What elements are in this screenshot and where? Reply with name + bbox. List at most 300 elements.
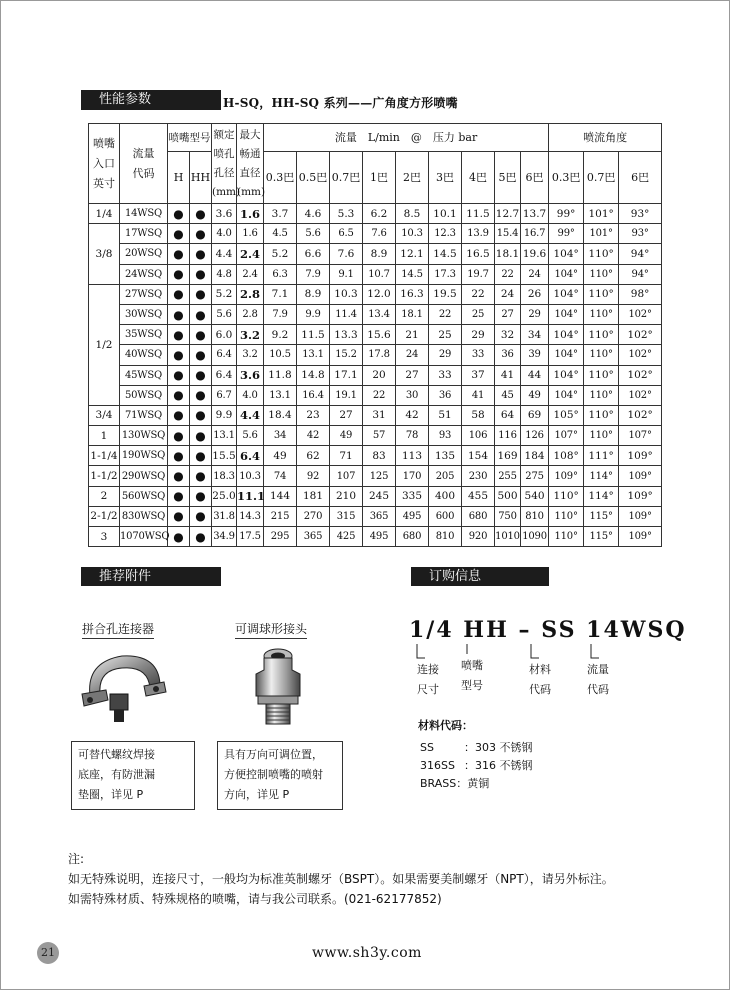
cell-flow: 57 [363, 426, 396, 446]
cell-flow: 62 [297, 446, 330, 466]
cell-flow: 26 [521, 284, 549, 304]
cell-flow: 16.7 [521, 224, 549, 244]
cell-flow: 58 [462, 405, 495, 425]
cell-flow: 169 [495, 446, 521, 466]
cell-flow: 5.6 [297, 224, 330, 244]
cell-flow: 19.6 [521, 244, 549, 264]
cell-angle: 110° [584, 405, 619, 425]
table-row [89, 426, 662, 446]
cell-angle: 110° [584, 345, 619, 365]
cell-flow: 215 [264, 506, 297, 526]
cell-flow: 16.4 [297, 385, 330, 405]
cell-flow: 31 [363, 405, 396, 425]
cell-orifice: 6.7 [212, 385, 237, 405]
cell-flow: 19.1 [330, 385, 363, 405]
cell-flow: 24 [521, 264, 549, 284]
cell-angle: 104° [549, 244, 584, 264]
cell-flow: 25 [429, 325, 462, 345]
header-pressure: 6巴 [521, 152, 549, 204]
cell-code: 50WSQ [120, 385, 168, 405]
cell-flow: 33 [462, 345, 495, 365]
cell-code: 560WSQ [120, 486, 168, 506]
cell-passage: 2.4 [237, 244, 264, 264]
cell-flow: 24 [495, 284, 521, 304]
cell-flow: 8.9 [363, 244, 396, 264]
notes-title: 注: [68, 852, 85, 866]
cell-flow: 34 [264, 426, 297, 446]
material-row: 316SS ：316 不锈钢 [420, 759, 533, 772]
cell-flow: 13.7 [521, 204, 549, 224]
cell-flow: 8.5 [396, 204, 429, 224]
cell-type-h: ● [168, 244, 190, 264]
cell-type-h: ● [168, 284, 190, 304]
cell-flow: 32 [495, 325, 521, 345]
cell-type-h: ● [168, 405, 190, 425]
cell-flow: 13.1 [297, 345, 330, 365]
table-row [89, 325, 662, 345]
cell-flow: 37 [462, 365, 495, 385]
header-pressure: 0.5巴 [297, 152, 330, 204]
cell-code: 20WSQ [120, 244, 168, 264]
cell-flow: 400 [429, 486, 462, 506]
header-type-hh: HH [190, 152, 212, 204]
cell-passage: 1.6 [237, 224, 264, 244]
cell-flow: 51 [429, 405, 462, 425]
cell-flow: 8.9 [297, 284, 330, 304]
cell-flow: 295 [264, 527, 297, 547]
order-part-material: 材料 代码 [529, 663, 551, 696]
order-code-leader-lines [405, 640, 625, 662]
cell-type-h: ● [168, 204, 190, 224]
material-row: SS ：303 不锈钢 [420, 741, 533, 754]
cell-flow: 13.1 [264, 385, 297, 405]
cell-angle: 104° [549, 345, 584, 365]
cell-flow: 154 [462, 446, 495, 466]
table-row [89, 486, 662, 506]
cell-type-h: ● [168, 486, 190, 506]
header-type-h: H [168, 152, 190, 204]
cell-size: 1 [89, 426, 120, 446]
cell-angle: 93° [619, 224, 662, 244]
header-pressure: 1巴 [363, 152, 396, 204]
cell-type-h: ● [168, 446, 190, 466]
cell-type-h: ● [168, 304, 190, 324]
cell-flow: 255 [495, 466, 521, 486]
cell-flow: 69 [521, 405, 549, 425]
cell-flow: 750 [495, 506, 521, 526]
cell-size: 1-1/2 [89, 466, 120, 486]
header-angle: 喷流角度 [549, 124, 662, 152]
cell-type-h: ● [168, 224, 190, 244]
cell-size: 1-1/4 [89, 446, 120, 466]
cell-size: 3/4 [89, 405, 120, 425]
cell-type-h: ● [168, 345, 190, 365]
cell-flow: 36 [495, 345, 521, 365]
cell-angle: 109° [619, 466, 662, 486]
order-part-flow: 流量 代码 [587, 663, 609, 696]
cell-angle: 101° [584, 224, 619, 244]
cell-flow: 6.2 [363, 204, 396, 224]
cell-passage: 4.0 [237, 385, 264, 405]
ball-joint-image [248, 644, 308, 730]
header-flow: 流量 L/min @ 压力 bar [264, 124, 549, 152]
cell-flow: 45 [495, 385, 521, 405]
cell-type-h: ● [168, 506, 190, 526]
cell-passage: 10.3 [237, 466, 264, 486]
cell-passage: 3.6 [237, 365, 264, 385]
cell-type-h: ● [168, 527, 190, 547]
cell-flow: 16.3 [396, 284, 429, 304]
cell-flow: 4.5 [264, 224, 297, 244]
cell-type-hh: ● [190, 284, 212, 304]
cell-angle: 104° [549, 365, 584, 385]
cell-type-h: ● [168, 264, 190, 284]
cell-size: 1/2 [89, 284, 120, 405]
cell-type-hh: ● [190, 365, 212, 385]
cell-angle: 110° [584, 365, 619, 385]
cell-flow: 10.3 [396, 224, 429, 244]
cell-type-hh: ● [190, 385, 212, 405]
cell-flow: 30 [396, 385, 429, 405]
cell-angle: 104° [549, 284, 584, 304]
cell-flow: 7.6 [363, 224, 396, 244]
section-header-ordering [411, 567, 549, 586]
cell-flow: 6.6 [297, 244, 330, 264]
cell-angle: 110° [584, 426, 619, 446]
cell-flow: 335 [396, 486, 429, 506]
table-row [89, 405, 662, 425]
cell-flow: 14.5 [396, 264, 429, 284]
cell-passage: 6.4 [237, 446, 264, 466]
cell-flow: 455 [462, 486, 495, 506]
cell-passage: 17.5 [237, 527, 264, 547]
cell-passage: 14.3 [237, 506, 264, 526]
table-row [89, 345, 662, 365]
cell-type-h: ● [168, 426, 190, 446]
table-row [89, 224, 662, 244]
cell-angle: 110° [549, 486, 584, 506]
cell-flow: 92 [297, 466, 330, 486]
cell-angle: 110° [584, 304, 619, 324]
cell-flow: 810 [521, 506, 549, 526]
table-row [89, 304, 662, 324]
cell-type-hh: ● [190, 405, 212, 425]
cell-flow: 15.4 [495, 224, 521, 244]
cell-flow: 41 [462, 385, 495, 405]
cell-flow: 365 [297, 527, 330, 547]
cell-flow: 7.9 [264, 304, 297, 324]
cell-flow: 39 [521, 345, 549, 365]
cell-code: 14WSQ [120, 204, 168, 224]
table-row [89, 506, 662, 526]
cell-flow: 495 [363, 527, 396, 547]
cell-flow: 17.8 [363, 345, 396, 365]
cell-orifice: 5.2 [212, 284, 237, 304]
cell-flow: 106 [462, 426, 495, 446]
cell-size: 3 [89, 527, 120, 547]
cell-type-h: ● [168, 385, 190, 405]
cell-flow: 7.6 [330, 244, 363, 264]
cell-orifice: 31.8 [212, 506, 237, 526]
cell-code: 27WSQ [120, 284, 168, 304]
cell-flow: 495 [396, 506, 429, 526]
cell-size: 2 [89, 486, 120, 506]
cell-code: 24WSQ [120, 264, 168, 284]
cell-type-hh: ● [190, 506, 212, 526]
cell-flow: 10.3 [330, 284, 363, 304]
table-row [89, 446, 662, 466]
cell-flow: 41 [495, 365, 521, 385]
cell-flow: 36 [429, 385, 462, 405]
cell-angle: 110° [549, 527, 584, 547]
cell-orifice: 4.0 [212, 224, 237, 244]
cell-code: 17WSQ [120, 224, 168, 244]
accessory-desc-ball-joint: 具有万向可调位置， 方便控制喷嘴的喷射 方向，详见 P [217, 741, 343, 810]
cell-angle: 109° [549, 466, 584, 486]
cell-angle: 110° [584, 264, 619, 284]
cell-angle: 114° [584, 486, 619, 506]
section-header-accessories [81, 567, 221, 586]
table-row [89, 385, 662, 405]
performance-table [88, 123, 662, 547]
cell-orifice: 3.6 [212, 204, 237, 224]
cell-flow: 107 [330, 466, 363, 486]
header-angle-pressure: 0.3巴 [549, 152, 584, 204]
cell-flow: 15.2 [330, 345, 363, 365]
cell-flow: 3.7 [264, 204, 297, 224]
cell-flow: 74 [264, 466, 297, 486]
cell-flow: 20 [363, 365, 396, 385]
cell-flow: 275 [521, 466, 549, 486]
cell-flow: 135 [429, 446, 462, 466]
cell-flow: 210 [330, 486, 363, 506]
cell-angle: 94° [619, 264, 662, 284]
cell-flow: 17.1 [330, 365, 363, 385]
cell-code: 45WSQ [120, 365, 168, 385]
cell-code: 190WSQ [120, 446, 168, 466]
cell-flow: 29 [429, 345, 462, 365]
cell-passage: 3.2 [237, 345, 264, 365]
cell-angle: 99° [549, 224, 584, 244]
cell-flow: 9.9 [297, 304, 330, 324]
cell-angle: 104° [549, 304, 584, 324]
cell-flow: 4.6 [297, 204, 330, 224]
cell-angle: 109° [619, 486, 662, 506]
split-connector-image [76, 644, 168, 730]
cell-passage: 1.6 [237, 204, 264, 224]
cell-flow: 1090 [521, 527, 549, 547]
cell-orifice: 9.9 [212, 405, 237, 425]
cell-flow: 184 [521, 446, 549, 466]
cell-flow: 19.7 [462, 264, 495, 284]
cell-orifice: 15.5 [212, 446, 237, 466]
cell-flow: 23 [297, 405, 330, 425]
cell-flow: 22 [495, 264, 521, 284]
cell-flow: 44 [521, 365, 549, 385]
cell-flow: 315 [330, 506, 363, 526]
cell-flow: 9.2 [264, 325, 297, 345]
section-label: 性能参数 [99, 92, 152, 107]
cell-angle: 108° [549, 446, 584, 466]
cell-angle: 115° [584, 506, 619, 526]
cell-flow: 14.8 [297, 365, 330, 385]
cell-flow: 13.4 [363, 304, 396, 324]
cell-flow: 11.4 [330, 304, 363, 324]
cell-flow: 7.1 [264, 284, 297, 304]
cell-code: 130WSQ [120, 426, 168, 446]
cell-angle: 110° [549, 506, 584, 526]
cell-orifice: 6.4 [212, 365, 237, 385]
cell-flow: 205 [429, 466, 462, 486]
cell-flow: 71 [330, 446, 363, 466]
cell-flow: 11.8 [264, 365, 297, 385]
cell-flow: 7.9 [297, 264, 330, 284]
cell-flow: 680 [396, 527, 429, 547]
cell-orifice: 4.4 [212, 244, 237, 264]
cell-angle: 102° [619, 304, 662, 324]
cell-angle: 114° [584, 466, 619, 486]
cell-flow: 13.3 [330, 325, 363, 345]
cell-orifice: 6.0 [212, 325, 237, 345]
cell-flow: 14.5 [429, 244, 462, 264]
cell-angle: 110° [584, 284, 619, 304]
cell-flow: 22 [363, 385, 396, 405]
cell-angle: 98° [619, 284, 662, 304]
cell-flow: 181 [297, 486, 330, 506]
table-row [89, 284, 662, 304]
cell-flow: 33 [429, 365, 462, 385]
cell-size: 3/8 [89, 224, 120, 285]
cell-type-hh: ● [190, 446, 212, 466]
table-row [89, 527, 662, 547]
cell-angle: 109° [619, 506, 662, 526]
cell-flow: 6.3 [264, 264, 297, 284]
cell-flow: 125 [363, 466, 396, 486]
cell-orifice: 34.9 [212, 527, 237, 547]
cell-type-h: ● [168, 466, 190, 486]
table-row [89, 365, 662, 385]
cell-type-hh: ● [190, 325, 212, 345]
cell-angle: 109° [619, 527, 662, 547]
header-angle-pressure: 0.7巴 [584, 152, 619, 204]
cell-type-hh: ● [190, 264, 212, 284]
cell-flow: 27 [495, 304, 521, 324]
cell-angle: 102° [619, 385, 662, 405]
cell-type-hh: ● [190, 466, 212, 486]
cell-flow: 18.4 [264, 405, 297, 425]
cell-flow: 10.7 [363, 264, 396, 284]
cell-flow: 11.5 [297, 325, 330, 345]
cell-flow: 42 [396, 405, 429, 425]
material-row: BRASS：黄铜 [420, 777, 490, 790]
cell-flow: 11.5 [462, 204, 495, 224]
header-pressure: 5巴 [495, 152, 521, 204]
cell-passage: 3.2 [237, 325, 264, 345]
header-pressure: 2巴 [396, 152, 429, 204]
cell-flow: 13.9 [462, 224, 495, 244]
cell-flow: 29 [521, 304, 549, 324]
cell-flow: 27 [396, 365, 429, 385]
cell-flow: 425 [330, 527, 363, 547]
cell-type-h: ● [168, 325, 190, 345]
header-pressure: 4巴 [462, 152, 495, 204]
header-inlet: 喷嘴入口英寸 [89, 124, 120, 204]
cell-angle: 110° [584, 325, 619, 345]
accessory-name-split-connector: 拼合孔连接器 [82, 620, 154, 639]
cell-angle: 104° [549, 325, 584, 345]
cell-flow: 12.7 [495, 204, 521, 224]
cell-flow: 6.5 [330, 224, 363, 244]
cell-passage: 2.8 [237, 304, 264, 324]
cell-type-hh: ● [190, 345, 212, 365]
table-row [89, 466, 662, 486]
accessory-desc-split-connector: 可替代螺纹焊接 底座，有防泄漏 垫圈，详见 P [71, 741, 195, 810]
cell-passage: 5.6 [237, 426, 264, 446]
header-code: 流量代码 [120, 124, 168, 204]
cell-flow: 680 [462, 506, 495, 526]
cell-flow: 83 [363, 446, 396, 466]
cell-flow: 126 [521, 426, 549, 446]
table-row [89, 244, 662, 264]
cell-angle: 107° [619, 426, 662, 446]
cell-angle: 99° [549, 204, 584, 224]
cell-type-hh: ● [190, 224, 212, 244]
cell-angle: 102° [619, 405, 662, 425]
cell-flow: 15.6 [363, 325, 396, 345]
cell-angle: 104° [549, 385, 584, 405]
cell-flow: 34 [521, 325, 549, 345]
cell-angle: 111° [584, 446, 619, 466]
cell-flow: 42 [297, 426, 330, 446]
cell-code: 71WSQ [120, 405, 168, 425]
cell-flow: 22 [462, 284, 495, 304]
notes [68, 849, 614, 909]
cell-type-hh: ● [190, 426, 212, 446]
cell-type-hh: ● [190, 204, 212, 224]
cell-flow: 78 [396, 426, 429, 446]
cell-code: 40WSQ [120, 345, 168, 365]
series-title: H-SQ，HH-SQ 系列——广角度方形喷嘴 [223, 96, 458, 110]
cell-code: 290WSQ [120, 466, 168, 486]
cell-angle: 104° [549, 264, 584, 284]
cell-flow: 27 [330, 405, 363, 425]
cell-type-h: ● [168, 365, 190, 385]
cell-angle: 102° [619, 325, 662, 345]
cell-flow: 10.1 [429, 204, 462, 224]
cell-flow: 25 [462, 304, 495, 324]
cell-flow: 920 [462, 527, 495, 547]
table-row [89, 264, 662, 284]
cell-flow: 29 [462, 325, 495, 345]
cell-flow: 12.1 [396, 244, 429, 264]
header-pressure: 3巴 [429, 152, 462, 204]
cell-angle: 93° [619, 204, 662, 224]
cell-flow: 144 [264, 486, 297, 506]
cell-flow: 93 [429, 426, 462, 446]
cell-orifice: 6.4 [212, 345, 237, 365]
header-passage: 最大畅通直径(mm) [237, 124, 264, 204]
header-type: 喷嘴型号 [168, 124, 212, 152]
cell-passage: 2.8 [237, 284, 264, 304]
cell-flow: 12.3 [429, 224, 462, 244]
cell-flow: 18.1 [495, 244, 521, 264]
table-row [89, 204, 662, 224]
cell-angle: 105° [549, 405, 584, 425]
notes-line: 如需特殊材质、特殊规格的喷嘴，请与我公司联系。(021-62177852) [68, 892, 442, 906]
cell-flow: 22 [429, 304, 462, 324]
cell-orifice: 13.1 [212, 426, 237, 446]
order-part-type: 喷嘴 型号 [461, 659, 483, 692]
